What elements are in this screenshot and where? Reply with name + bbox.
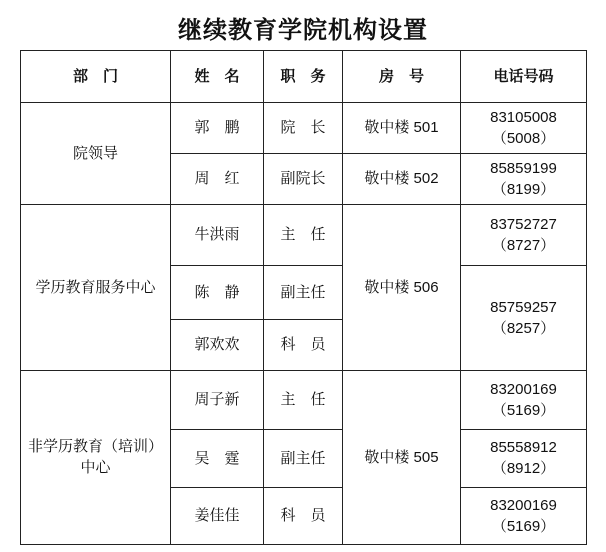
name-cell: 周子新 <box>171 370 264 429</box>
document-title: 继续教育学院机构设置 <box>178 15 428 44</box>
position-cell: 科 员 <box>264 319 343 370</box>
phone-number: 85859199 <box>490 159 557 177</box>
name-cell: 陈 静 <box>171 265 264 319</box>
header-name: 姓 名 <box>171 51 264 103</box>
phone-number: 85558912 <box>490 439 557 457</box>
table-row <box>21 102 587 153</box>
dept-cell: 院领导 <box>21 102 171 204</box>
phone-cell <box>461 153 587 204</box>
table-row <box>21 370 587 429</box>
header-position: 职 务 <box>264 51 343 103</box>
phone-extension: （8912） <box>491 460 556 478</box>
phone-cell <box>461 204 587 265</box>
dept-line: 中心 <box>80 458 111 477</box>
position-cell: 科 员 <box>264 487 343 544</box>
position-cell: 副主任 <box>264 265 343 319</box>
name-cell: 郭欢欢 <box>171 319 264 370</box>
room-cell: 敬中楼 502 <box>343 153 461 204</box>
phone-extension: （5169） <box>491 517 556 535</box>
dept-line: 非学历教育（培训） <box>27 437 163 456</box>
org-structure-table <box>20 50 587 545</box>
phone-cell <box>461 102 587 153</box>
position-cell: 主 任 <box>264 370 343 429</box>
position-cell: 院 长 <box>264 102 343 153</box>
header-dept: 部 门 <box>21 51 171 103</box>
position-cell: 主 任 <box>264 204 343 265</box>
phone-number: 83752727 <box>490 215 557 233</box>
room-cell: 敬中楼 501 <box>343 102 461 153</box>
room-cell: 敬中楼 505 <box>343 370 461 544</box>
phone-extension: （8257） <box>491 319 556 337</box>
table-row <box>21 204 587 265</box>
phone-cell <box>461 265 587 370</box>
phone-cell <box>461 429 587 487</box>
name-cell: 牛洪雨 <box>171 204 264 265</box>
phone-cell <box>461 487 587 544</box>
phone-number: 85759257 <box>490 298 557 316</box>
position-cell: 副院长 <box>264 153 343 204</box>
phone-number: 83105008 <box>490 108 557 126</box>
room-cell: 敬中楼 506 <box>343 204 461 370</box>
position-cell: 副主任 <box>264 429 343 487</box>
name-cell: 姜佳佳 <box>171 487 264 544</box>
phone-extension: （5008） <box>491 129 556 147</box>
name-cell: 吴 霆 <box>171 429 264 487</box>
phone-cell <box>461 370 587 429</box>
header-room: 房 号 <box>343 51 461 103</box>
phone-number: 83200169 <box>490 380 557 398</box>
dept-cell <box>21 370 171 544</box>
phone-number: 83200169 <box>490 496 557 514</box>
header-phone: 电话号码 <box>461 51 587 103</box>
phone-extension: （5169） <box>491 401 556 419</box>
name-cell: 郭 鹏 <box>171 102 264 153</box>
phone-extension: （8199） <box>491 180 556 198</box>
name-cell: 周 红 <box>171 153 264 204</box>
phone-extension: （8727） <box>491 236 556 254</box>
header-row <box>21 51 587 103</box>
dept-cell: 学历教育服务中心 <box>21 204 171 370</box>
